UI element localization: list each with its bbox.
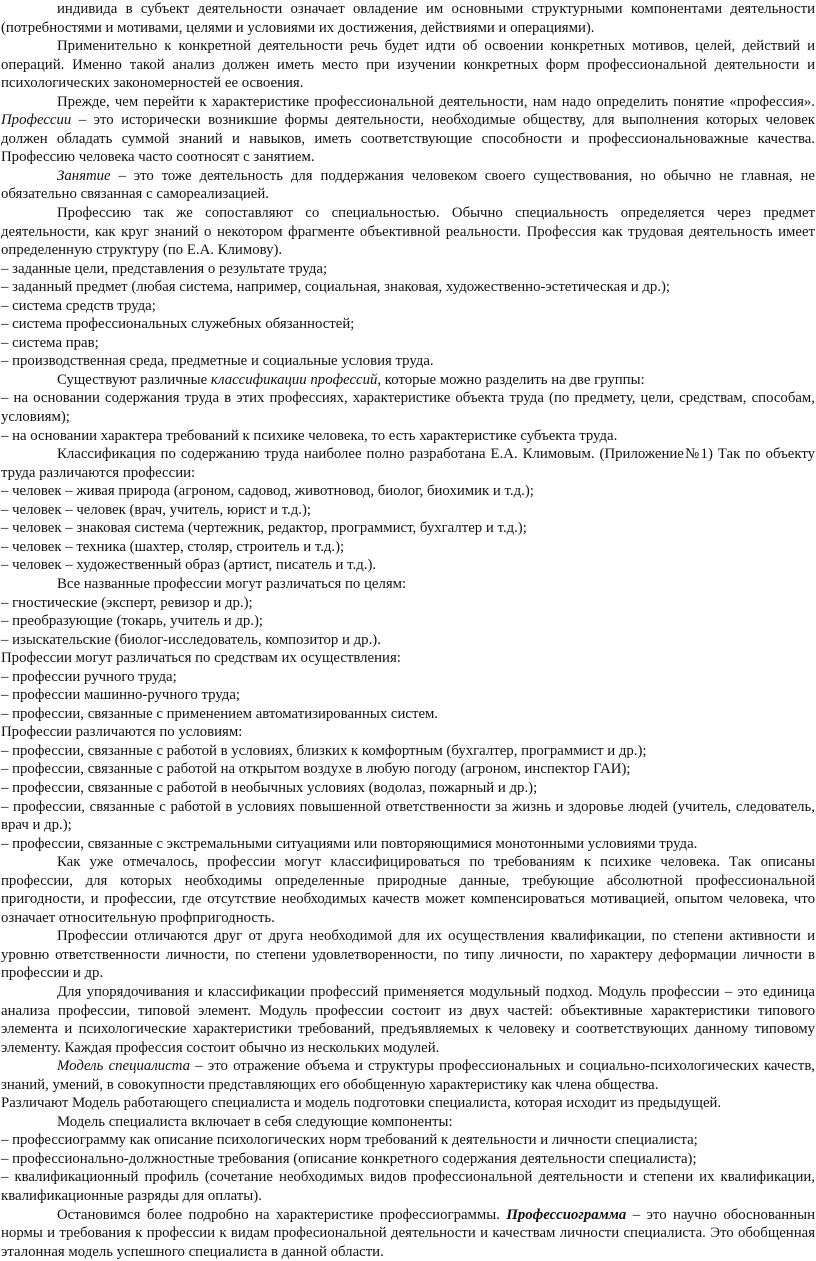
paragraph-professiogram <box>1 1206 815 1261</box>
text: , которые можно разделить на две группы: <box>377 371 645 388</box>
term-occupation: Занятие <box>57 167 111 184</box>
paragraph-model-components: Модель специалиста включает в себя следующие компоненты: <box>57 1113 453 1130</box>
text: – это научно обоснованнын нормы и требования к профессии к видам професиональной деятельности и качествам личности специалиста. Это обобщенная эталонная модель успешного специалиста в данной области. <box>1 1206 815 1260</box>
paragraph-means: Профессии могут различаться по средствам их осуществления: <box>1 650 401 667</box>
term-specialist-model: Модель специалиста <box>57 1058 191 1075</box>
list-item: – профессионально-должностные требования (описание конкретного содержания деятельности специалиста); <box>1 1150 697 1167</box>
paragraph-goals: Все названные профессии могут различаться по целям: <box>57 575 407 592</box>
paragraph-conditions: Профессии различаются по условиям: <box>1 724 243 741</box>
paragraph-profession-definition <box>1 93 815 167</box>
paragraph-concrete-activity: Применительно к конкретной деятельности речь будет идти об освоении конкретных мотивов, целей, действий и операций. Именно такой анализ должен иметь место при изучении конкретных форм профессиональной деятельности и психологических закономерностей ее освоения. <box>1 38 815 92</box>
list-item: – профессии, связанные с работой в условиях повышенной ответственности за жизнь и здоровье людей (учитель, следователь, врач и др.); <box>1 798 815 834</box>
text: Прежде, чем перейти к характеристике профессиональной деятельности, нам надо определить понятие «профессия». <box>57 93 815 110</box>
list-item: – профессии, связанные с работой в условиях, близких к комфортным (бухгалтер, программист и др.); <box>1 742 647 759</box>
text: – это исторически возникшие формы деятельности, необходимые обществу, для выполнения которых человек должен обладать суммой знаний и навыков, иметь соответствующие способности и профессиональноважные качества. Профессию человека часто соотносят с занятием. <box>1 112 815 166</box>
list-item: – профессии, связанные с экстремальными ситуациями или повторяющимися монотонными условиями труда. <box>1 835 698 852</box>
list-item: – квалификационный профиль (сочетание необходимых видов профессиональной деятельности и степени их квалификации, квалификационные разряды для оплаты). <box>1 1169 815 1204</box>
list-item: – производственная среда, предметные и социальные условия труда. <box>1 353 434 370</box>
paragraph-intro: индивида в субъект деятельности означает овладение им основными структурными компонентами деятельности (потребностями и мотивами, целями и условиями их достижения, действиями и операциями). <box>1 1 815 36</box>
list-item: – профессии, связанные с работой на открытом воздухе в любую погоду (агроном, инспектор ГАИ); <box>1 761 631 778</box>
paragraph-model-types: Различают Модель работающего специалиста и модель подготовки специалиста, которая исходит из предыдущей. <box>1 1095 722 1112</box>
paragraph-classifications <box>1 371 815 390</box>
text: Существуют различные <box>57 371 211 388</box>
list-item: – профессиограмму как описание психологических норм требований к деятельности и личности специалиста; <box>1 1132 698 1149</box>
paragraph-qualification: Профессии отличаются друг от друга необходимой для их осуществления квалификации, по степени активности и уровню ответственности личности, по степени удовлетворенности, по типу личности, по характеру деформации личности в профессии и др. <box>1 928 815 982</box>
list-item: – изыскательские (биолог-исследователь, композитор и др.). <box>1 631 381 648</box>
list-item: – профессии, связанные с применением автоматизированных систем. <box>1 705 439 722</box>
list-item: – гностические (эксперт, ревизор и др.); <box>1 594 253 611</box>
list-item: – система средств труда; <box>1 297 156 314</box>
paragraph-psyche-requirements: Как уже отмечалось, профессии могут классифицироваться по требованиям к психике человека. Так описаны профессии, для которых необходимы определенные природные данные, требующие абсолютной профессиональной пригодности, и профессии, где отсутствие необходимых качеств может компенсироваться мотивацией, опытом человека, что означает относительную профпригодность. <box>1 854 815 926</box>
list-item: – система профессиональных служебных обязанностей; <box>1 316 355 333</box>
list-item: – преобразующие (токарь, учитель и др.); <box>1 613 264 630</box>
list-item: – человек – человек (врач, учитель, юрист и т.д.); <box>1 501 311 518</box>
text: Остановимся более подробно на характеристике профессиограммы. <box>57 1206 507 1223</box>
term-professions: Профессии <box>1 112 72 129</box>
list-item: – на основании содержания труда в этих профессиях, характеристике объекта труда (по предмету, цели, средствам, способам, условиям); <box>1 390 815 426</box>
text: – это отражение объема и структуры профессиональных и социально-психологических качеств, знаний, умений, в совокупности представляющих его обобщенную характеристику как члена общества. <box>1 1058 816 1093</box>
list-item: – система прав; <box>1 334 99 351</box>
list-item: – человек – художественный образ (артист, писатель и т.д.). <box>1 557 377 574</box>
paragraph-specialist-model <box>1 1057 815 1094</box>
list-item: – профессии ручного труда; <box>1 668 177 685</box>
paragraph-occupation <box>1 167 815 204</box>
list-item: – профессии машинно-ручного труда; <box>1 687 240 704</box>
list-item: – заданные цели, представления о результате труда; <box>1 260 328 277</box>
list-item: – человек – живая природа (агроном, садовод, животновод, биолог, биохимик и т.д.); <box>1 483 534 500</box>
paragraph-klimov-classification: Классификация по содержанию труда наиболее полно разработана Е.А. Климовым. (Приложение№1) Так по объекту труда различаются профессии: <box>1 446 815 481</box>
paragraph-modular-approach: Для упорядочивания и классификации профессий применяется модульный подход. Модуль профессии – это единица анализа профессии, типовой элемент. Модуль профессии состоит из двух частей: объективные характеристики типового элемента и психологические характеристики требований, предъявляемых к человеку и соответствующих данному типовому элементу. Каждая профессия состоит обычно из нескольких модулей. <box>1 983 815 1056</box>
list-item: – заданный предмет (любая система, например, социальная, знаковая, художественно-эстетическая и др.); <box>1 279 671 296</box>
text: – это тоже деятельность для поддержания человеком своего существования, но обычно не главная, не обязательно связанная с самореализацией. <box>1 167 815 203</box>
list-item: – профессии, связанные с работой в необычных условиях (водолаз, пожарный и др.); <box>1 779 538 796</box>
list-item: – человек – знаковая система (чертежник, редактор, программист, бухгалтер и т.д.); <box>1 520 527 537</box>
paragraph-specialty: Профессию так же сопоставляют со специальностью. Обычно специальность определяется через предмет деятельности, как круг знаний о некотором фрагменте объективной реальности. Профессия как трудовая деятельность имеет определенную структуру (по Е.А. Климову). <box>1 205 815 259</box>
list-item: – на основании характера требований к психике человека, то есть характеристике субъекта труда. <box>1 427 618 444</box>
list-item: – человек – техника (шахтер, столяр, строитель и т.д.); <box>1 538 345 555</box>
term-professiogram: Профессиограмма <box>506 1206 627 1223</box>
term-classifications: классификации профессий <box>210 371 378 388</box>
